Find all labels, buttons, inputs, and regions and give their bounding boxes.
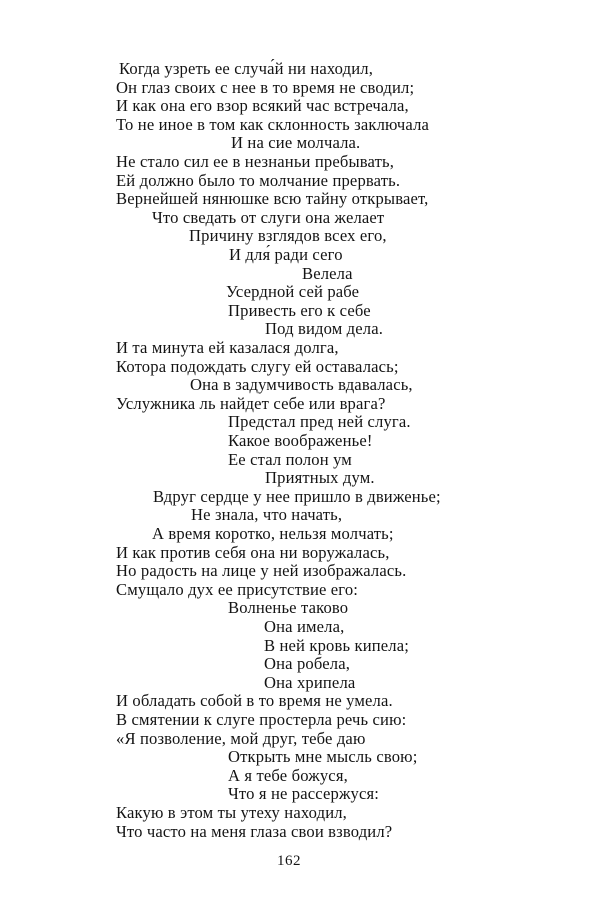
poem-line: «Я позволение, мой друг, тебе даю xyxy=(116,728,366,748)
page-number: 162 xyxy=(277,853,301,869)
poem-line: Не знала, что начать, xyxy=(191,505,343,525)
poem-line: Не стало сил ее в незнаньи пребывать, xyxy=(116,152,395,171)
poem-line: Под видом дела. xyxy=(265,319,384,339)
poem-line: А время коротко, нельзя молчать; xyxy=(152,524,394,543)
poem-line: Усердной сей рабе xyxy=(226,282,360,302)
poem-line: Но радость на лице у ней изображалась. xyxy=(116,561,407,581)
poem-line: И как она его взор всякий час встречала, xyxy=(116,96,409,116)
poem-line: Волненье таково xyxy=(228,598,349,618)
poem-line: А я тебе божуся, xyxy=(228,765,348,785)
poem-line: Когда узреть ее случа́й ни находил, xyxy=(119,59,374,78)
poem-line: Ее стал полон ум xyxy=(228,449,352,469)
poem-line: То не иное в том как склонность заключала xyxy=(116,114,430,134)
poem-line: И обладать собой в то время не умела. xyxy=(116,691,393,711)
poem-line: Она в задумчивость вдавалась, xyxy=(190,375,413,395)
poem-line: И на сие молчала. xyxy=(231,133,361,153)
poem-line: В ней кровь кипела; xyxy=(264,635,409,655)
poem-line: Что часто на меня глаза свои взводил? xyxy=(116,821,393,841)
poem-line: Вдруг сердце у нее пришло в движенье; xyxy=(153,486,441,506)
poem-line: Что я не рассержуся: xyxy=(228,784,380,804)
poem-line: Открыть мне мысль свою; xyxy=(228,747,418,767)
poem-line: Она имела, xyxy=(264,617,345,636)
poem-line: Какую в этом ты утеху находил, xyxy=(116,803,347,822)
poem-line: В смятении к слуге простерла речь сию: xyxy=(116,710,407,729)
poem-line: Он глаз своих с нее в то время не сводил; xyxy=(116,77,415,97)
poem-line: Она робела, xyxy=(264,654,351,674)
poem-line: Причину взглядов всех его, xyxy=(189,226,387,246)
poem-line: Какое воображенье! xyxy=(228,431,373,450)
poem-line: Смущало дух ее присутствие его: xyxy=(116,579,359,599)
poem-line: Ей должно было то молчание прервать. xyxy=(116,170,401,190)
poem-line: И для́ ради сего xyxy=(229,245,343,264)
poem-line: Вернейшей нянюшке всю тайну открывает, xyxy=(116,189,429,209)
poem-line: И как против себя она ни воружалась, xyxy=(116,542,390,562)
poem-line: Велела xyxy=(302,263,353,283)
poem-line: Услужника ль найдет себе или врага? xyxy=(116,393,386,413)
poem-line: Что сведать от слуги она желает xyxy=(152,207,385,227)
poem-line: Предстал пред ней слуга. xyxy=(228,412,411,432)
poem-line: Она хрипела xyxy=(264,672,356,692)
poem-line: Привесть его к себе xyxy=(228,300,371,320)
poem-line: Приятных дум. xyxy=(265,468,375,488)
poem-line: Котора подождать слугу ей оставалась; xyxy=(116,356,399,376)
poem-line: И та минута ей казалася долга, xyxy=(116,338,339,357)
